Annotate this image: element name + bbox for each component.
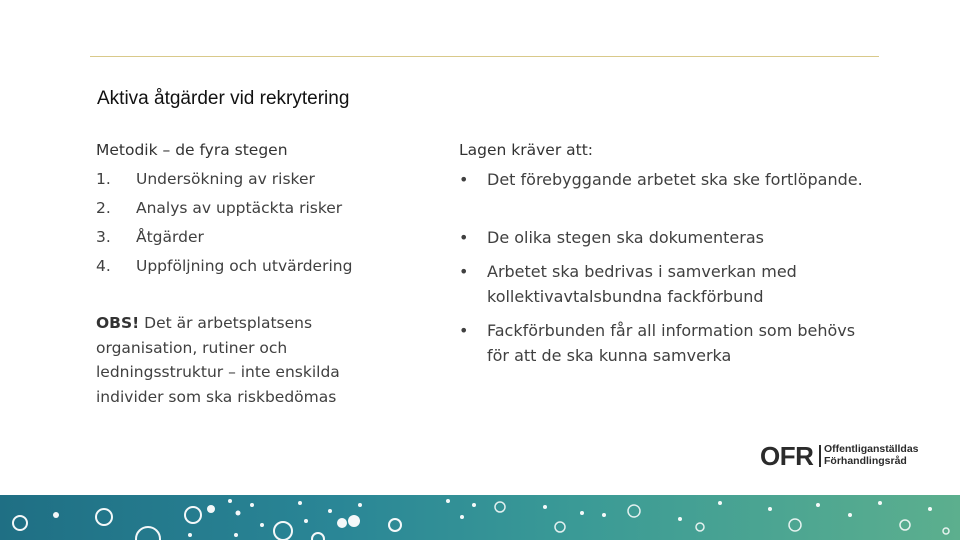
law-heading: Lagen kräver att: [459,141,593,159]
logo-divider [819,445,821,467]
logo-mark: OFR [760,441,814,471]
list-item [459,319,879,368]
law-bullet-2 [459,226,879,251]
top-divider [90,56,879,57]
step-number: 3. [96,228,111,246]
step-number: 1. [96,170,111,188]
list-item [459,168,879,193]
law-bullet-3 [459,260,879,309]
law-bullet-4 [459,319,879,368]
law-column [459,136,859,165]
method-heading: Metodik – de fyra stegen [96,141,288,159]
bullet-text: Det förebyggande arbetet ska ske fortlöpande. [487,170,863,189]
logo-line-1: Offentliganställdas [824,443,919,455]
ofr-logo [760,441,940,471]
obs-text: Det är arbetsplatsens organisation, rutiner och ledningsstruktur – inte enskilda individer som ska riskbedömas [96,314,340,406]
decorative-circles-icon [0,495,960,540]
list-item [96,252,436,281]
decorative-footer-band [0,495,960,540]
step-text: Analys av upptäckta risker [136,199,343,217]
law-bullet-1 [459,168,879,193]
list-item [96,194,436,223]
bullet-text: De olika stegen ska dokumenteras [487,228,764,247]
list-item [459,226,879,251]
step-text: Undersökning av risker [136,170,315,188]
logo-wordmark [824,444,919,467]
bullet-icon: • [459,170,469,189]
list-item [459,260,879,309]
slide-title: Aktiva åtgärder vid rekrytering [97,88,350,109]
bullet-icon: • [459,262,469,281]
logo-line-2: Förhandlingsråd [824,454,907,467]
bullet-text: Arbetet ska bedrivas i samverkan med kollektivavtalsbundna fackförbund [487,262,797,306]
bullet-text: Fackförbunden får all information som behövs för att de ska kunna samverka [487,321,856,365]
bullet-icon: • [459,228,469,247]
list-item [96,165,436,194]
step-text: Uppföljning och utvärdering [136,257,353,275]
step-number: 4. [96,257,111,275]
step-number: 2. [96,199,111,217]
list-item [96,223,436,252]
bullet-icon: • [459,321,469,340]
step-text: Åtgärder [136,228,204,246]
method-column [96,136,436,281]
obs-label: OBS! [96,314,140,332]
steps-list [96,165,436,281]
obs-note [96,311,396,409]
